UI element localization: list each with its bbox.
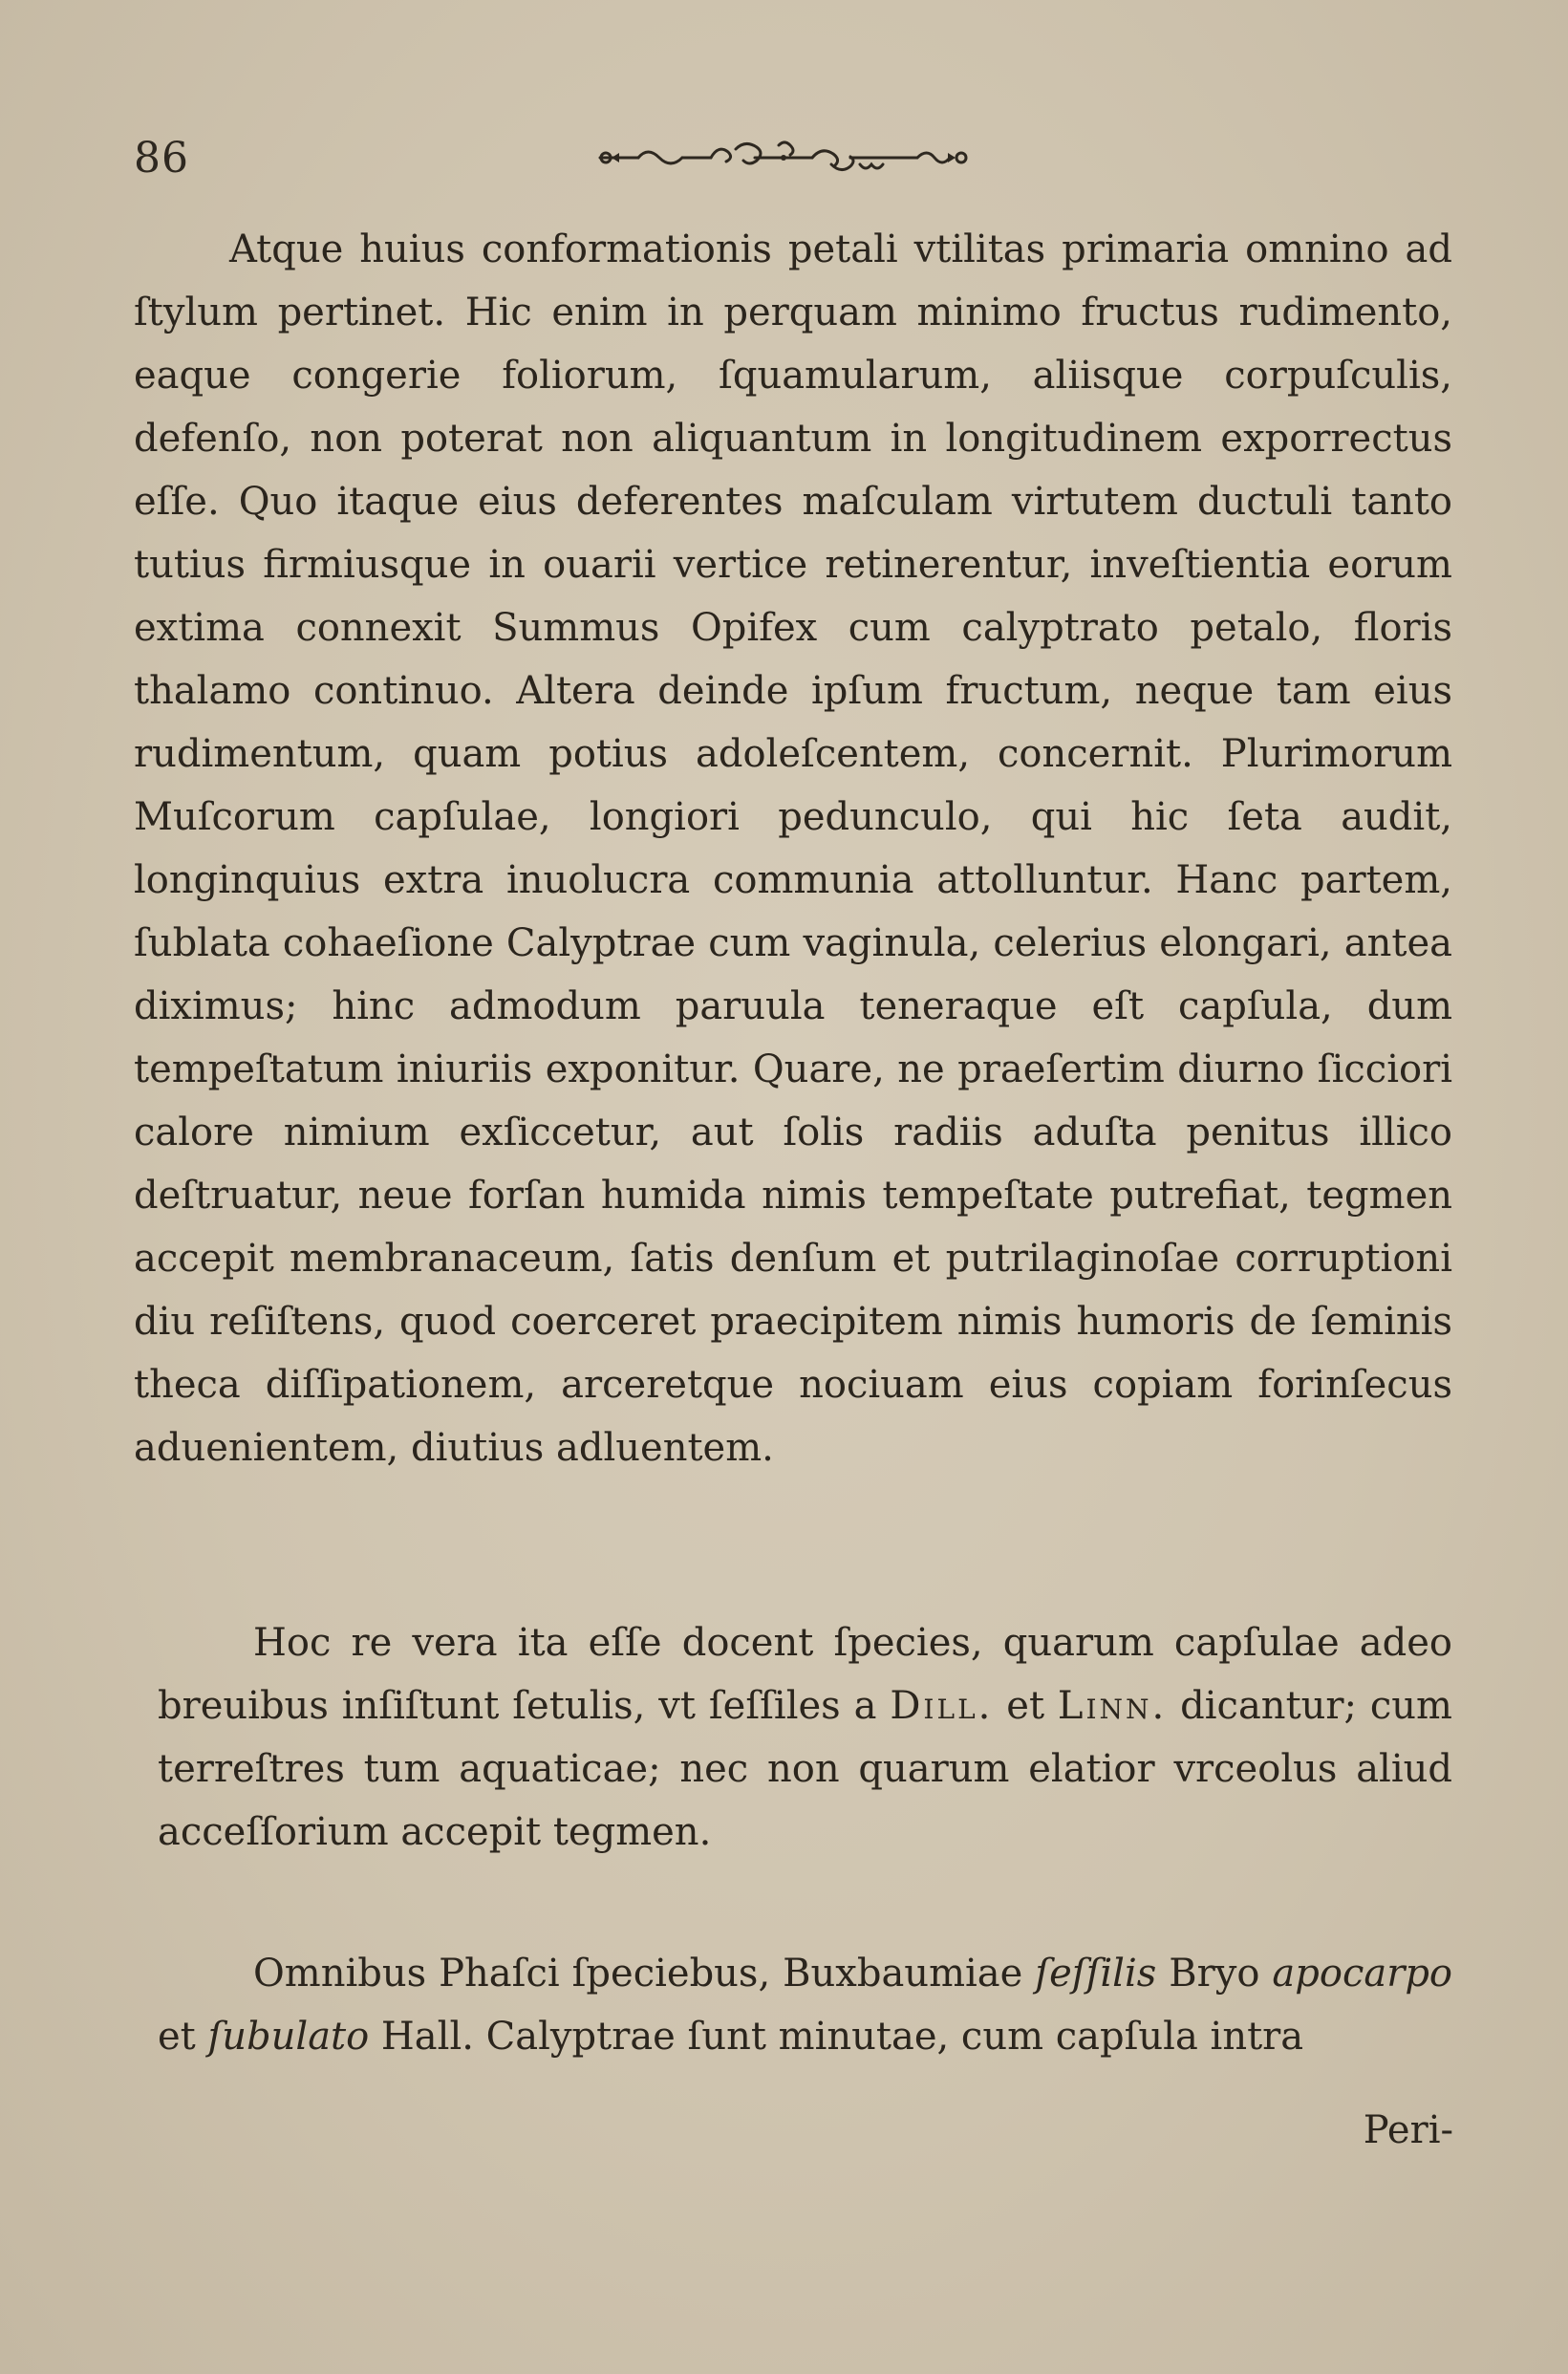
text-span: Omnibus Phaſci ſpeciebus, Buxbaumiae — [253, 1952, 1023, 1996]
printer-ornament-icon — [592, 136, 975, 180]
text-span: Hoc re vera ita eſſe docent ſpecies, quarum capſulae adeo breuibus inſiſtunt ſetulis, vt ſeſſiles a — [158, 1621, 1452, 1728]
species-name-italic: apocarpo — [1272, 1952, 1453, 1996]
catchword: Peri- — [1363, 2108, 1453, 2152]
text-span: Hall. Calyptrae ſunt minutae, cum capſula intra — [380, 2015, 1304, 2059]
text-span: et — [1006, 1684, 1045, 1728]
text-span: Bryo — [1169, 1952, 1260, 1996]
paragraph-text: Atque huius conformationis petali vtilitas primaria omnino ad ſtylum pertinet. Hic enim in perquam minimo fructus rudimento, eaque congerie foliorum, ſquamularum, aliisque corpuſculis, defenſo, non poterat non aliquantum in longitudinem exporrectus eſſe. Quo itaque eius deferentes maſculam virtutem ductuli tanto tutius firmiusque in ouarii vertice retinerentur, inveſtientia eorum extima connexit Summus Opifex cum calyptrato petalo, floris thalamo continuo. Altera deinde ipſum fructum, neque tam eius rudimentum, quam potius adoleſcentem, concernit. Plurimorum Muſcorum capſulae, longiori pedunculo, qui hic ſeta audit, longinquius extra inuolucra communia attolluntur. Hanc partem, ſublata cohaeſione Calyptrae cum vaginula, celerius elongari, antea diximus; hinc admodum paruula teneraque eſt capſula, dum tempeſtatum iniuriis exponitur. Quare, ne praeſertim diurno ſicciori calore nimium exſiccetur, aut ſolis radiis aduſta penitus illico deſtruatur, neue forſan humida nimis tempeſtate putrefiat, tegmen accepit membranaceum, ſatis denſum et putrilaginoſae corruptioni diu reſiſtens, quod coerceret praecipitem nimis humoris de ſeminis theca diſſipationem, arceretque nociuam eius copiam forinſecus aduenientem, diutius adluentem. — [134, 227, 1452, 1470]
text-span: et — [158, 2015, 196, 2059]
author-linnaeus: Linn. — [1057, 1684, 1168, 1728]
author-dillenius: Dill. — [890, 1684, 994, 1728]
page-number: 86 — [134, 134, 189, 183]
species-name-italic: ſubulato — [207, 2015, 370, 2059]
paragraph-text — [158, 1942, 1452, 2068]
paragraph-text — [158, 1611, 1452, 1864]
paragraph-calyptra-function — [134, 218, 1452, 1479]
paragraph-phascum-species — [158, 1942, 1452, 2068]
paragraph-sessile-species — [158, 1611, 1452, 1864]
text-span: dicantur; cum terreſtres tum aquaticae; nec non quarum elatior vrceolus aliud acceſſorium accepit tegmen. — [158, 1684, 1452, 1854]
species-name-italic: ſeſſilis — [1035, 1952, 1157, 1996]
